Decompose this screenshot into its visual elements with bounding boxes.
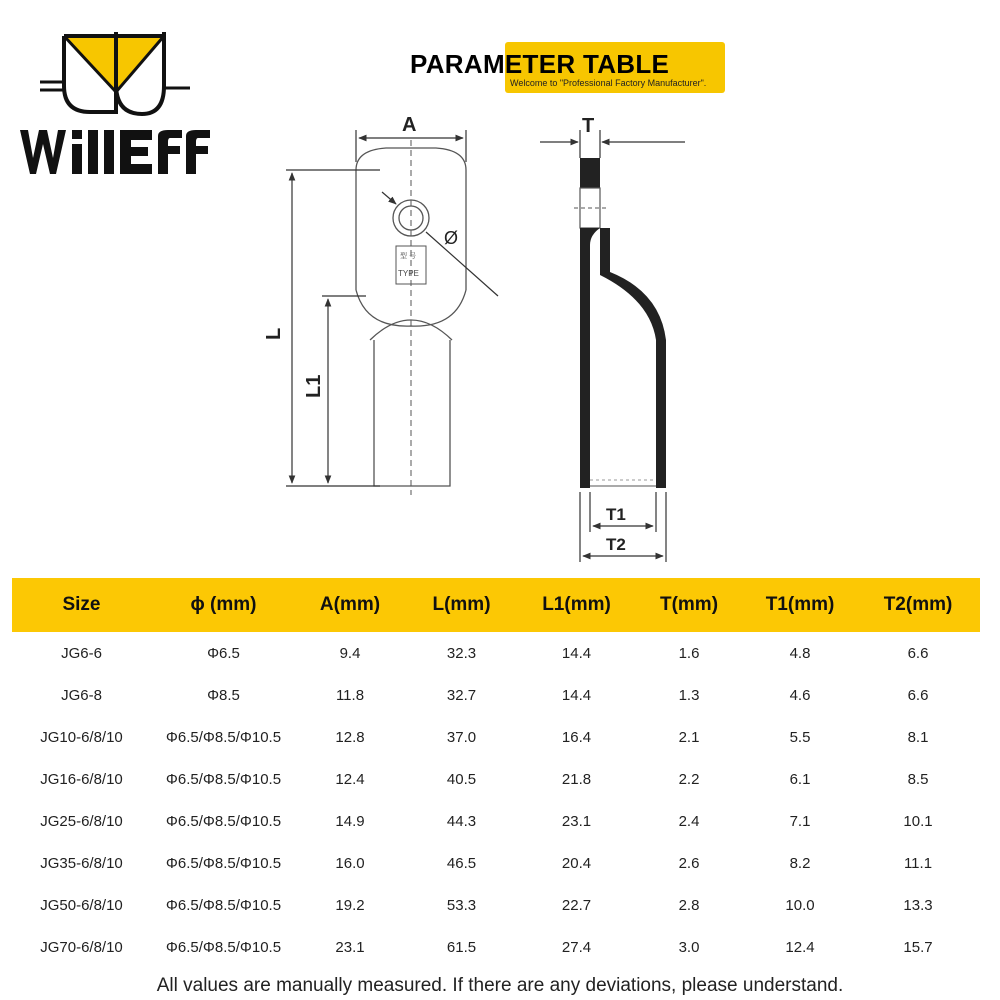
dimension-l1-label: L1 [303,374,325,398]
brand-logo [12,24,217,189]
cell-t2: 8.1 [907,728,929,746]
title-subtitle: Welcome to "Professional Factory Manufacturer". [510,78,707,88]
cell-t1: 4.8 [789,644,811,662]
cell-l: 44.3 [446,812,477,830]
table-row [12,926,980,968]
cell-l1: 14.4 [561,644,592,662]
cell-t2: 10.1 [903,812,933,830]
cell-l1: 27.4 [561,938,592,956]
cell-t1: 5.5 [789,728,811,746]
cell-a: 16.0 [335,854,365,872]
cell-l1: 22.7 [561,896,592,914]
cell-t: 3.0 [678,938,700,956]
cell-l: 37.0 [446,728,477,746]
cell-hole-diameter: Φ6.5/Φ8.5/Φ10.5 [165,728,282,746]
cell-t1: 12.4 [785,938,815,956]
column-header-hole-diameter: ϕ (mm) [190,594,257,615]
cell-l: 32.3 [446,644,477,662]
cell-t: 2.4 [678,812,700,830]
cell-t: 1.6 [678,644,700,662]
cell-t: 2.1 [678,728,700,746]
cell-t1: 7.1 [789,812,811,830]
cell-l1: 14.4 [561,686,592,704]
cell-size: JG10-6/8/10 [40,728,123,746]
cell-t1: 8.2 [789,854,811,872]
front-view [356,140,466,495]
cell-size: JG16-6/8/10 [40,770,123,788]
column-header-l: L(mm) [432,594,491,615]
cell-l: 40.5 [446,770,477,788]
cell-l1: 23.1 [561,812,592,830]
cell-size: JG35-6/8/10 [40,854,123,872]
lug-dimension-drawing [240,100,720,570]
cell-t: 2.8 [678,896,700,914]
cell-t2: 6.6 [907,644,929,662]
cell-hole-diameter: Φ6.5/Φ8.5/Φ10.5 [165,896,282,914]
cell-size: JG50-6/8/10 [40,896,123,914]
cell-l: 32.7 [446,686,477,704]
table-row [12,758,980,800]
column-header-t: T(mm) [659,594,719,615]
cell-size: JG6-6 [61,644,102,662]
cell-t2: 6.6 [907,686,929,704]
column-header-size: Size [62,594,101,615]
cell-hole-diameter: Φ6.5/Φ8.5/Φ10.5 [165,854,282,872]
cell-a: 19.2 [335,896,365,914]
cell-l: 46.5 [446,854,477,872]
table-row [12,716,980,758]
dimension-a-label: A [402,114,417,136]
dimension-l-label: L [263,327,285,340]
cell-a: 11.8 [335,686,365,704]
cell-t1: 6.1 [789,770,811,788]
cell-hole-diameter: Φ6.5 [207,644,240,662]
cell-t: 1.3 [678,686,700,704]
cell-t2: 8.5 [907,770,929,788]
parameter-table [12,578,980,968]
cell-t: 2.2 [678,770,700,788]
cell-t1: 10.0 [785,896,815,914]
cell-size: JG25-6/8/10 [40,812,123,830]
table-row [12,842,980,884]
cell-l1: 20.4 [561,854,592,872]
cell-t2: 11.1 [903,854,933,872]
cell-t1: 4.6 [789,686,811,704]
cell-t2: 13.3 [903,896,933,914]
hole-diameter-label: Ø [444,228,459,248]
table-row [12,800,980,842]
table-row [12,674,980,716]
column-header-a: A(mm) [319,594,381,615]
cell-size: JG70-6/8/10 [40,938,123,956]
title-block [410,42,730,96]
column-header-t1: T1(mm) [765,594,835,615]
stamp-text-top: 型 号 [400,253,416,260]
cell-l1: 21.8 [561,770,592,788]
cell-l: 61.5 [446,938,477,956]
side-view [574,158,666,488]
table-row [12,884,980,926]
page-title: PARAMETER TABLE [410,49,670,79]
cell-t: 2.6 [678,854,700,872]
cell-a: 23.1 [335,938,365,956]
stamp-text-type: TYPE [398,269,419,278]
cell-a: 12.8 [335,728,365,746]
cell-hole-diameter: Φ6.5/Φ8.5/Φ10.5 [165,812,282,830]
cell-a: 14.9 [335,812,365,830]
dimension-t1-label: T1 [606,505,626,524]
dimension-t2-label: T2 [606,535,626,554]
cell-size: JG6-8 [61,686,102,704]
cell-l1: 16.4 [561,728,592,746]
cell-hole-diameter: Φ8.5 [207,686,240,704]
table-row [12,632,980,674]
cell-a: 9.4 [339,644,361,662]
cell-hole-diameter: Φ6.5/Φ8.5/Φ10.5 [165,770,282,788]
table-header-row [12,578,980,632]
column-header-l1: L1(mm) [542,594,611,615]
cell-a: 12.4 [335,770,365,788]
column-header-t2: T2(mm) [883,594,953,615]
cell-l: 53.3 [446,896,477,914]
cell-hole-diameter: Φ6.5/Φ8.5/Φ10.5 [165,938,282,956]
cell-t2: 15.7 [903,938,933,956]
measurement-disclaimer: All values are manually measured. If there are any deviations, please understand. [156,975,844,996]
dimension-t-label: T [582,115,595,137]
